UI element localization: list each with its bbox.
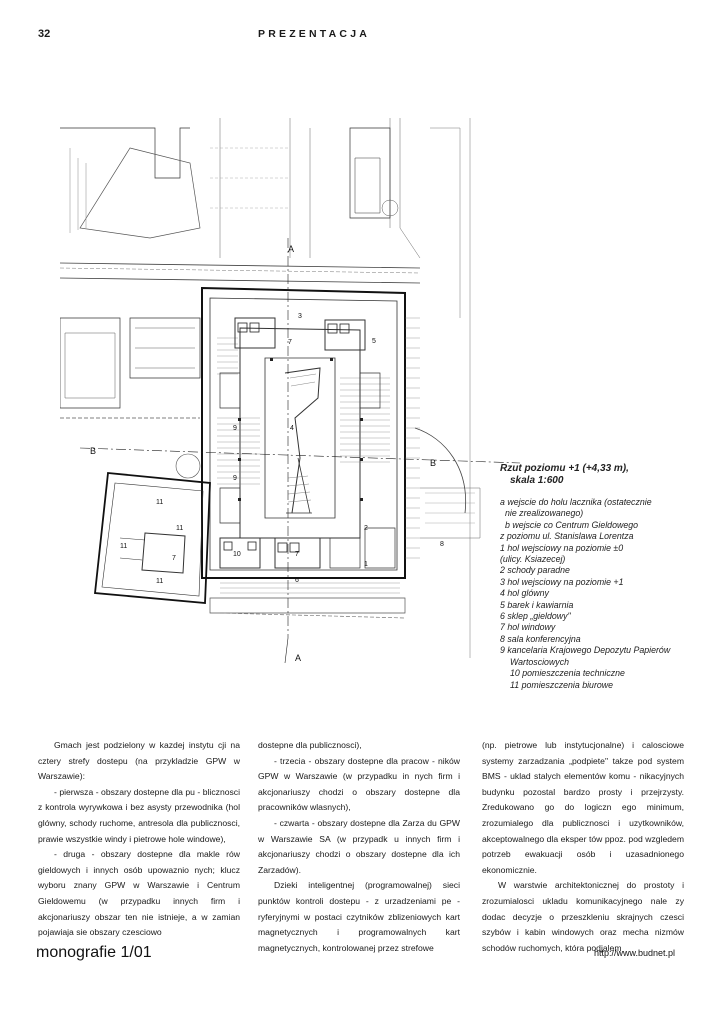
paragraph: W warstwie architektonicznej do prostoty i zrozumialosci ukladu komunikacyjnego nale zy dodac decyzje o przeszkleniu skrajnych czesci szybów i kabin windowych oraz mecha nizmów schodów ruchomych, która podjalem	[482, 880, 684, 953]
legend-item: 1 hol wejsciowy na poziomie ±0	[500, 542, 624, 553]
section-marker-b-right: B	[430, 458, 437, 468]
room-label: 6	[295, 577, 299, 584]
room-label: 10	[233, 551, 241, 558]
paragraph: - czwarta - obszary dostepne dla Zarza du GPW w Warszawie SA (w przypadk u innych firm i akcjonariuszy chodzi o obszary dostepne dla ich Zarzadów).	[258, 817, 460, 875]
legend-item: Wartosciowych	[510, 656, 569, 667]
magazine-title: monografie 1/01	[36, 944, 152, 961]
room-label: 7	[288, 339, 292, 346]
room-label: 11	[120, 543, 128, 550]
paragraph: - druga - obszary dostepne dla makle rów gieldowych i innych osób upowaznio nych; klucz wyboru znany GPW w Warszawie i Centrum Gieldowemu (w przypadku innych firm i akcjonariuszy obszar ten nie istnieje, a w zamian pojawiaja sie obszary czesciowo	[38, 849, 240, 938]
page-number: 32	[38, 28, 51, 40]
paragraph: - trzecia - obszary dostepne dla pracow - ników GPW w Warszawie (w przypadku in nych firm i akcjonariuszy chodzi o obszary dostepne dla pracowników wlasnych),	[258, 755, 460, 813]
legend-item: a wejscie do holu lacznika (ostatecznie	[500, 497, 652, 507]
paragraph: (np. pietrowe lub instytucjonalne) i calosciowe systemy zarzadzania „podpiete" takze pod system BMS - uklad stalych elementów komu - nikacyjnych budynku pozostal bardzo prosty i przejrzysty. Zredukowano go do logiczn ego minimum, zrozumialego dla publicznosci i uzytkowników, akceptowalnego dla eksper tów ppoz. pod wzgledem potrzeb ewakuacji osób i uzasadnionego ekonomicznie.	[482, 740, 684, 875]
room-label: 4	[290, 425, 294, 432]
website-url[interactable]: http://www.budnet.pl	[594, 948, 676, 958]
room-label: 11	[156, 578, 164, 585]
paragraph: dostepne dla publicznosci),	[258, 740, 362, 750]
legend-item: b wejscie co Centrum Gieldowego	[505, 519, 638, 530]
legend-item: 10 pomieszczenia techniczne	[510, 668, 625, 679]
room-label: 3	[298, 313, 302, 320]
room-label: 8	[440, 541, 444, 548]
room-label: 2	[364, 525, 368, 532]
body-column-2	[258, 738, 460, 956]
legend-item: 2 schody paradne	[500, 565, 570, 576]
section-title: PREZENTACJA	[258, 28, 371, 40]
caption-title: Rzut poziomu +1 (+4,33 m),	[500, 463, 629, 474]
paragraph: Dzieki inteligentnej (programowalnej) sieci punktów kontroli dostepu - z urzadzeniami pe - ryferyjnymi w postaci czytników zblizeniowych kart magnetycznych i programowalnych kart magnetycznych, kontrolowanej przez strefowe	[258, 880, 460, 953]
room-label: 9	[233, 425, 237, 432]
body-column-3	[482, 738, 684, 956]
legend-item: 9 kancelaria Krajowego Depozytu Papierów	[500, 645, 671, 656]
room-label: 9	[233, 475, 237, 482]
legend-item: (ulicy. Ksiazecej)	[500, 554, 566, 565]
room-label: 7	[172, 555, 176, 562]
legend-item: 5 barek i kawiarnia	[500, 599, 574, 610]
room-label: 11	[176, 525, 184, 532]
floor-plan-drawing	[60, 118, 540, 668]
legend-item: nie zrealizowanego)	[505, 508, 584, 519]
paragraph: - pierwsza - obszary dostepne dla pu - blicznosci z kontrola wyrywkowa i bez asysty przewodnika (hol glówny, schody ruchome, antresola dla publicznosci, prawie wszystkie windy i pietrowe hole windowe),	[38, 786, 240, 844]
section-marker-b-left: B	[90, 446, 97, 456]
legend-item: 6 sklep „gieldowy"	[500, 611, 571, 622]
room-label: 1	[364, 561, 368, 568]
legend-item: z poziomu ul. Stanislawa Lorentza	[500, 531, 634, 542]
caption-scale: skala 1:600	[510, 475, 564, 486]
paragraph: Gmach jest podzielony w kazdej instytu cji na cztery strefy dostepu (na przykladzie GPW w Warszawie):	[38, 740, 240, 782]
legend-item: 4 hol glówny	[500, 588, 549, 599]
room-label: 5	[372, 338, 376, 345]
caption-legend	[500, 497, 700, 691]
body-column-1	[38, 738, 240, 941]
section-marker-a-bottom: A	[295, 653, 302, 663]
legend-item: 3 hol wejsciowy na poziomie +1	[500, 576, 624, 587]
legend-item: 11 pomieszczenia biurowe	[510, 679, 614, 690]
legend-item: 7 hol windowy	[500, 622, 556, 633]
floor-plan-svg	[60, 118, 540, 668]
legend-item: 8 sala konferencyjna	[500, 633, 581, 644]
room-label: 11	[156, 499, 164, 506]
section-marker-a-top: A	[288, 244, 295, 254]
plan-caption	[500, 463, 700, 691]
room-label: 7	[295, 551, 299, 558]
